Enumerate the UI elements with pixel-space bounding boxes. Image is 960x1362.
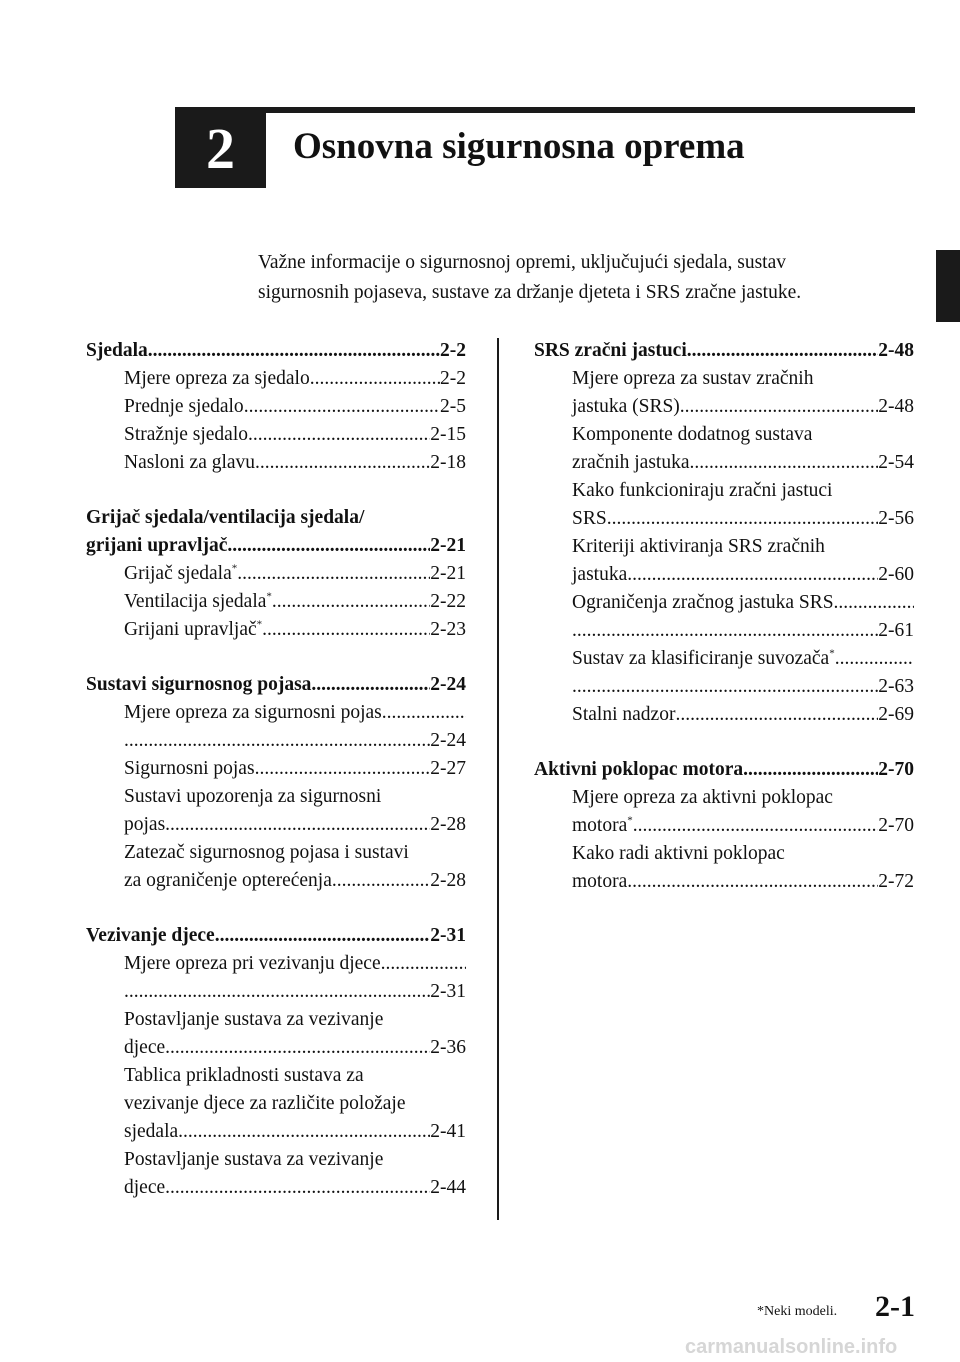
toc-entry-label: Sustavi sigurnosnog pojasa xyxy=(86,674,312,695)
toc-entry-label: Mjere opreza pri vezivanju djece xyxy=(124,953,381,974)
toc-page-number: 2-31 xyxy=(430,981,466,1002)
dot-leader xyxy=(835,645,914,673)
footnote-marker: * xyxy=(266,590,272,603)
toc-page-number: 2-2 xyxy=(440,340,466,361)
dot-leader xyxy=(311,671,430,699)
toc-page-number: 2-24 xyxy=(430,674,466,695)
toc-entry-label: Kriteriji aktiviranja SRS zračnih xyxy=(572,536,825,557)
dot-leader xyxy=(148,337,440,365)
dot-leader xyxy=(607,505,879,533)
dot-leader xyxy=(687,337,879,365)
toc-page-number: 2-22 xyxy=(430,591,466,612)
header-rule xyxy=(175,107,915,113)
toc-page-number: 2-21 xyxy=(430,535,466,556)
toc-entry[interactable] xyxy=(86,449,466,477)
toc-entry-label: Mjere opreza za sigurnosni pojas xyxy=(124,702,382,723)
toc-entry-label: Mjere opreza za aktivni poklopac xyxy=(572,787,833,808)
toc-entry-text xyxy=(124,1034,165,1062)
toc-entry-text xyxy=(124,839,409,867)
toc-entry-text xyxy=(86,671,311,699)
toc-entry-label: vezivanje djece za različite položaje xyxy=(124,1093,406,1114)
toc-entry-text xyxy=(572,365,813,393)
toc-page-number: 2-44 xyxy=(430,1177,466,1198)
toc-section xyxy=(534,756,914,896)
toc-left-column xyxy=(86,337,466,1229)
toc-entry-text xyxy=(124,950,381,978)
toc-entry-text xyxy=(572,421,812,449)
toc-entry-text xyxy=(124,1006,383,1034)
toc-entry-text xyxy=(124,783,381,811)
dot-leader xyxy=(834,589,914,617)
toc-heading[interactable] xyxy=(534,756,914,784)
dot-leader xyxy=(680,393,878,421)
toc-page-number: 2-54 xyxy=(878,452,914,473)
watermark: carmanualsonline.info xyxy=(685,1336,898,1358)
toc-entry[interactable] xyxy=(534,561,914,589)
dot-leader xyxy=(227,532,430,560)
toc-entry[interactable] xyxy=(534,533,914,561)
toc-entry[interactable] xyxy=(86,783,466,811)
toc-entry-text xyxy=(124,1090,405,1118)
toc-entry-text xyxy=(86,504,364,532)
toc-entry[interactable] xyxy=(86,1146,466,1174)
toc-page-number: 2-28 xyxy=(430,814,466,835)
toc-entry-text xyxy=(124,449,255,477)
dot-leader xyxy=(675,701,878,729)
toc-entry-text xyxy=(124,755,255,783)
toc-entry-label: Aktivni poklopac motora xyxy=(534,759,744,780)
dot-leader xyxy=(572,617,878,645)
dot-leader xyxy=(332,867,430,895)
toc-page-number: 2-21 xyxy=(430,563,466,584)
footnote-marker: * xyxy=(829,647,835,660)
toc-entry[interactable] xyxy=(86,365,466,393)
toc-entry-text xyxy=(124,616,262,644)
toc-entry-text xyxy=(124,1062,364,1090)
toc-entry-text xyxy=(124,560,237,588)
toc-entry[interactable] xyxy=(534,868,914,896)
toc-entry-text xyxy=(124,393,244,421)
toc-entry[interactable] xyxy=(534,617,914,645)
dot-leader xyxy=(165,1034,430,1062)
dot-leader xyxy=(272,588,430,616)
toc-entry[interactable] xyxy=(86,811,466,839)
intro-line: Važne informacije o sigurnosnoj opremi, uključujući sjedala, sustav xyxy=(258,252,786,273)
toc-entry-label: zračnih jastuka xyxy=(572,452,690,473)
toc-entry-text xyxy=(124,699,382,727)
toc-page-number: 2-69 xyxy=(878,704,914,725)
toc-entry[interactable] xyxy=(86,1006,466,1034)
toc-entry[interactable] xyxy=(86,1034,466,1062)
dot-leader xyxy=(382,699,466,727)
toc-entry-label: Vezivanje djece xyxy=(86,925,215,946)
dot-leader xyxy=(262,616,430,644)
toc-entry-text xyxy=(572,701,675,729)
toc-section xyxy=(534,337,914,729)
toc-entry-label: Tablica prikladnosti sustava za xyxy=(124,1065,364,1086)
toc-page-number: 2-60 xyxy=(878,564,914,585)
footnote: *Neki modeli. xyxy=(757,1304,838,1319)
toc-entry-text xyxy=(124,811,165,839)
toc-entry-text xyxy=(534,337,687,365)
toc-entry-label: grijani upravljač xyxy=(86,535,228,556)
dot-leader xyxy=(627,561,878,589)
footnote-marker: * xyxy=(231,562,238,575)
toc-page-number: 2-15 xyxy=(430,424,466,445)
toc-entry[interactable] xyxy=(86,616,466,644)
toc-entry-label: Grijač sjedala xyxy=(124,563,232,584)
toc-heading[interactable] xyxy=(86,504,466,532)
toc-entry-text xyxy=(572,505,607,533)
toc-entry[interactable] xyxy=(86,978,466,1006)
toc-entry-label: Kako funkcioniraju zračni jastuci xyxy=(572,480,833,501)
toc-entry-label: za ograničenje opterećenja xyxy=(124,870,332,891)
chapter-number-box xyxy=(175,110,266,188)
dot-leader xyxy=(248,421,430,449)
toc-page-number: 2-36 xyxy=(430,1037,466,1058)
toc-entry-label: Sigurnosni pojas xyxy=(124,758,255,779)
toc-entry-label: Kako radi aktivni poklopac xyxy=(572,843,785,864)
toc-entry-text xyxy=(124,421,248,449)
toc-entry-label: Nasloni za glavu xyxy=(124,452,256,473)
toc-entry[interactable] xyxy=(86,421,466,449)
toc-entry-text xyxy=(572,812,633,840)
toc-entry[interactable] xyxy=(86,393,466,421)
dot-leader xyxy=(633,812,879,840)
dot-leader xyxy=(255,755,431,783)
toc-entry-text xyxy=(86,532,227,560)
dot-leader xyxy=(215,922,431,950)
toc-entry-label: Zatezač sigurnosnog pojasa i sustavi xyxy=(124,842,409,863)
footnote-marker: * xyxy=(627,814,633,827)
toc-entry-label: pojas xyxy=(124,814,166,835)
toc-entry-label: motora xyxy=(572,815,628,836)
toc-entry-label: Stražnje sjedalo xyxy=(124,424,248,445)
toc-entry[interactable] xyxy=(86,867,466,895)
toc-entry-label: Postavljanje sustava za vezivanje xyxy=(124,1149,384,1170)
intro-line: sigurnosnih pojaseva, sustave za držanje djeteta i SRS zračne jastuke. xyxy=(258,282,802,303)
toc-entry-text xyxy=(572,533,825,561)
toc-page-number: 2-48 xyxy=(878,396,914,417)
chapter-number: 2 xyxy=(206,116,235,181)
toc-entry[interactable] xyxy=(86,699,466,727)
dot-leader xyxy=(124,978,430,1006)
toc-entry[interactable] xyxy=(534,812,914,840)
dot-leader xyxy=(381,950,466,978)
toc-entry-label: Grijač sjedala/ventilacija sjedala/ xyxy=(86,507,365,528)
toc-entry-label: Prednje sjedalo xyxy=(124,396,244,417)
toc-entry[interactable] xyxy=(534,589,914,617)
toc-entry[interactable] xyxy=(534,673,914,701)
toc-entry-text xyxy=(572,840,785,868)
toc-entry-text xyxy=(86,337,148,365)
toc-entry[interactable] xyxy=(86,950,466,978)
dot-leader xyxy=(244,393,440,421)
toc-page-number: 2-56 xyxy=(878,508,914,529)
toc-entry[interactable] xyxy=(86,755,466,783)
dot-leader xyxy=(178,1118,430,1146)
toc-page-number: 2-48 xyxy=(878,340,914,361)
chapter-title: Osnovna sigurnosna oprema xyxy=(293,126,745,167)
toc-entry-label: sjedala xyxy=(124,1121,179,1142)
chapter-side-tab xyxy=(936,250,960,322)
dot-leader xyxy=(124,727,430,755)
toc-page-number: 2-41 xyxy=(430,1121,466,1142)
toc-entry[interactable] xyxy=(86,588,466,616)
dot-leader xyxy=(165,1174,430,1202)
toc-entry-text xyxy=(124,365,310,393)
toc-entry-text xyxy=(572,868,627,896)
toc-page-number: 2-31 xyxy=(430,925,466,946)
chapter-intro xyxy=(258,248,801,308)
toc-entry-text xyxy=(534,756,743,784)
toc-entry-text xyxy=(86,922,215,950)
dot-leader xyxy=(743,756,878,784)
page-number: 2-1 xyxy=(875,1290,915,1323)
toc-page-number: 2-70 xyxy=(878,815,914,836)
toc-entry[interactable] xyxy=(86,1062,466,1090)
toc-entry[interactable] xyxy=(534,701,914,729)
toc-heading[interactable] xyxy=(534,337,914,365)
toc-entry[interactable] xyxy=(86,560,466,588)
toc-entry[interactable] xyxy=(86,839,466,867)
toc-entry-label: Postavljanje sustava za vezivanje xyxy=(124,1009,384,1030)
toc-page-number: 2-61 xyxy=(878,620,914,641)
toc-page-number: 2-18 xyxy=(430,452,466,473)
toc-entry-label: jastuka xyxy=(572,564,628,585)
toc-entry-text xyxy=(572,645,835,673)
toc-entry-label: Komponente dodatnog sustava xyxy=(572,424,813,445)
toc-entry[interactable] xyxy=(86,1090,466,1118)
toc-entry-text xyxy=(572,393,680,421)
toc-entry-label: motora xyxy=(572,871,628,892)
toc-entry[interactable] xyxy=(86,727,466,755)
toc-entry-label: Ventilacija sjedala xyxy=(124,591,267,612)
dot-leader xyxy=(165,811,430,839)
toc-page-number: 2-63 xyxy=(878,676,914,697)
toc-page-number: 2-70 xyxy=(878,759,914,780)
toc-entry-text xyxy=(124,1174,165,1202)
toc-entry-text xyxy=(572,589,834,617)
toc-entry-text xyxy=(124,867,332,895)
toc-entry-label: SRS xyxy=(572,508,607,529)
dot-leader xyxy=(255,449,430,477)
toc-section xyxy=(86,504,466,644)
toc-entry[interactable] xyxy=(534,645,914,673)
toc-page-number: 2-28 xyxy=(430,870,466,891)
toc-page-number: 2-27 xyxy=(430,758,466,779)
toc-entry-text xyxy=(124,588,272,616)
dot-leader xyxy=(310,365,440,393)
toc-entry-text xyxy=(124,1146,383,1174)
dot-leader xyxy=(690,449,879,477)
toc-entry-text xyxy=(572,561,627,589)
toc-entry[interactable] xyxy=(86,1118,466,1146)
toc-entry[interactable] xyxy=(534,449,914,477)
toc-entry-label: SRS zračni jastuci xyxy=(534,340,687,361)
toc-entry-label: Ograničenja zračnog jastuka SRS xyxy=(572,592,834,613)
column-divider xyxy=(497,338,499,1220)
toc-page-number: 2-24 xyxy=(430,730,466,751)
dot-leader xyxy=(572,673,878,701)
toc-entry[interactable] xyxy=(534,477,914,505)
dot-leader xyxy=(627,868,878,896)
dot-leader xyxy=(237,560,430,588)
toc-entry-label: Sjedala xyxy=(86,340,148,361)
toc-entry-text xyxy=(572,449,690,477)
toc-entry[interactable] xyxy=(534,505,914,533)
toc-heading[interactable] xyxy=(86,922,466,950)
toc-page-number: 2-72 xyxy=(878,871,914,892)
toc-entry-label: Sustav za klasificiranje suvozača xyxy=(572,648,830,669)
footnote-marker: * xyxy=(256,618,263,631)
toc-entry-text xyxy=(572,477,832,505)
toc-entry-label: djece xyxy=(124,1177,166,1198)
toc-entry-label: Mjere opreza za sjedalo xyxy=(124,368,310,389)
toc-section xyxy=(86,671,466,895)
toc-entry-text xyxy=(124,1118,178,1146)
toc-entry[interactable] xyxy=(534,421,914,449)
toc-entry[interactable] xyxy=(534,840,914,868)
toc-heading[interactable] xyxy=(86,671,466,699)
toc-heading[interactable] xyxy=(86,337,466,365)
toc-right-column xyxy=(534,337,914,923)
toc-heading[interactable] xyxy=(86,532,466,560)
toc-entry-label: jastuka (SRS) xyxy=(572,396,680,417)
toc-entry[interactable] xyxy=(86,1174,466,1202)
toc-entry[interactable] xyxy=(534,393,914,421)
toc-section xyxy=(86,922,466,1202)
toc-entry-label: Sustavi upozorenja za sigurnosni xyxy=(124,786,382,807)
toc-entry-label: Stalni nadzor xyxy=(572,704,676,725)
toc-page-number: 2-23 xyxy=(430,619,466,640)
toc-entry-label: djece xyxy=(124,1037,166,1058)
toc-entry[interactable] xyxy=(534,365,914,393)
toc-page-number: 2-2 xyxy=(440,368,466,389)
toc-entry[interactable] xyxy=(534,784,914,812)
toc-entry-text xyxy=(572,784,833,812)
toc-section xyxy=(86,337,466,477)
toc-page-number: 2-5 xyxy=(440,396,466,417)
toc-entry-label: Mjere opreza za sustav zračnih xyxy=(572,368,814,389)
toc-entry-label: Grijani upravljač xyxy=(124,619,257,640)
